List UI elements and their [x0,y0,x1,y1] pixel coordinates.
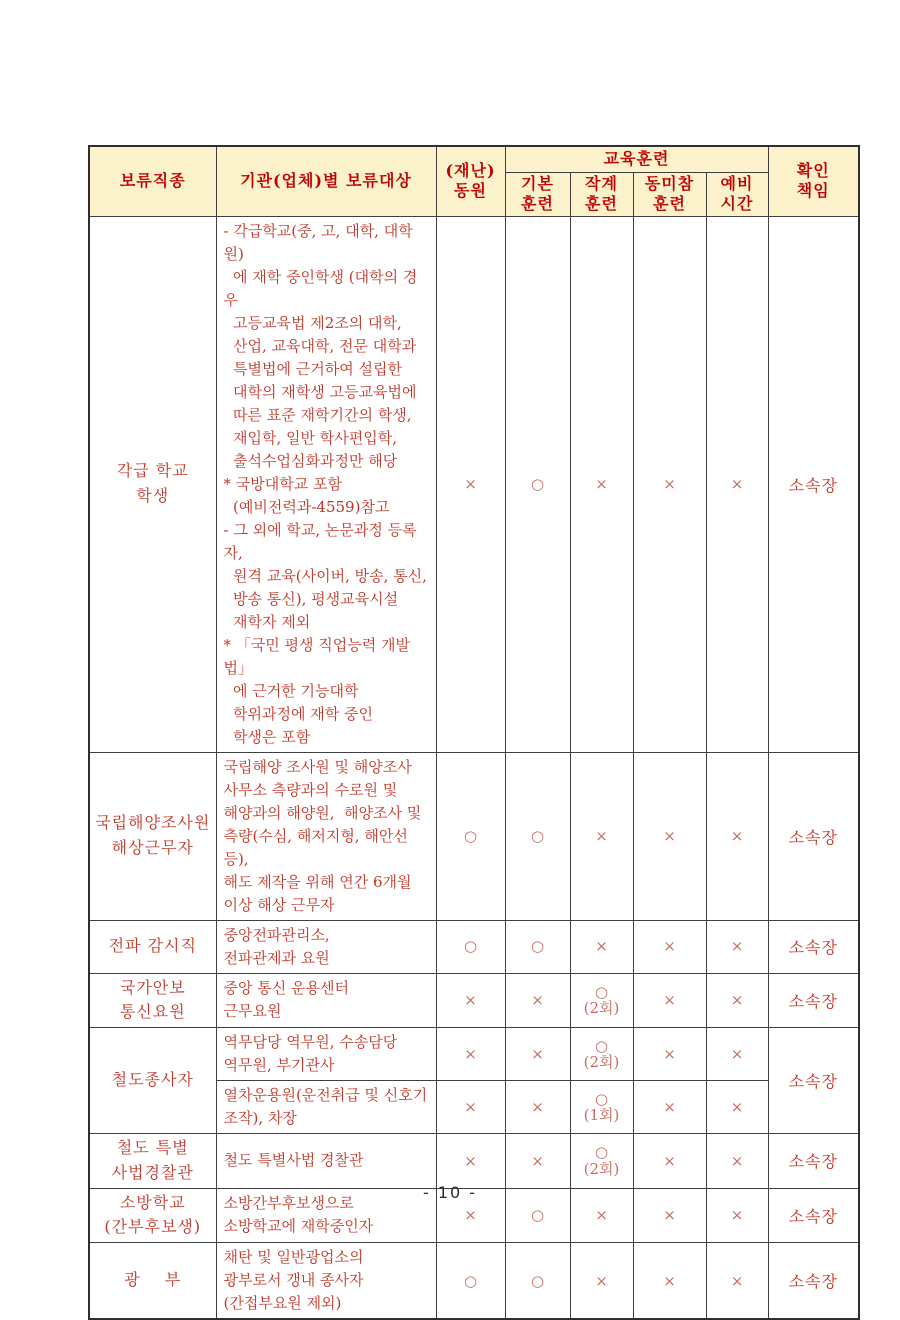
occupation-cell: 소방학교 (간부후보생) [89,1188,216,1243]
basic-training-mark: ○ [505,920,570,973]
reserve-time-mark: × [706,216,768,752]
mobilization-mark: ○ [436,1243,505,1320]
table-row [89,216,859,752]
target-cell: - 각급학교(중, 고, 대학, 대학원) 에 재학 중인학생 (대학의 경우 고등교육법 제2조의 대학, 산업, 교육대학, 전문 대학과 특별법에 근거하여 설립한 대학의 재학생 고등교육법에 따른 표준 재학기간의 학생, 재입학, 일반 학사편입학, 출석수업심화과정만 해당 * 국방대학교 포함 (예비전력과-4559)참고 - 그 외에 학교, 논문과정 등록자, 원격 교육(사이버, 방송, 통신, 방송 통신), 평생교육시설 재학자 제외 * 「국민 평생 직업능력 개발법」 에 근거한 기능대학 학위과정에 재학 중인 학생은 포함 [216,216,436,752]
dongmicham-mark: × [633,752,706,920]
occupation-cell: 철도종사자 [89,1028,216,1134]
dongmicham-mark: × [633,1028,706,1081]
operation-plan-mark: × [570,920,633,973]
dongmicham-mark: × [633,1188,706,1243]
basic-training-mark: × [505,1028,570,1081]
mobilization-mark: × [436,1081,505,1134]
confirm-cell: 소속장 [768,752,859,920]
target-cell: 열차운용원(운전취급 및 신호기 조작), 차장 [216,1081,436,1134]
basic-training-mark: × [505,1134,570,1189]
basic-training-mark: × [505,973,570,1028]
table-row [89,752,859,920]
header-dongmicham-training: 동미참 훈련 [633,172,706,216]
target-cell: 소방간부후보생으로 소방학교에 재학중인자 [216,1188,436,1243]
reserve-time-mark: × [706,752,768,920]
confirm-cell: 소속장 [768,216,859,752]
table-row [89,1243,859,1320]
table-row [89,920,859,973]
basic-training-mark: ○ [505,1188,570,1243]
target-cell: 철도 특별사법 경찰관 [216,1134,436,1189]
operation-plan-mark: ○ (2회) [570,1134,633,1189]
basic-training-mark: ○ [505,752,570,920]
mobilization-mark: × [436,1028,505,1081]
table-body [89,216,859,1319]
target-cell: 역무담당 역무원, 수송담당 역무원, 부기관사 [216,1028,436,1081]
confirm-cell: 소속장 [768,1243,859,1320]
operation-plan-mark: × [570,1188,633,1243]
dongmicham-mark: × [633,920,706,973]
basic-training-mark: ○ [505,1243,570,1320]
occupation-cell: 국가안보 통신요원 [89,973,216,1028]
dongmicham-mark: × [633,1134,706,1189]
confirm-cell: 소속장 [768,1028,859,1134]
confirm-cell: 소속장 [768,973,859,1028]
confirm-cell: 소속장 [768,920,859,973]
target-cell: 중앙전파관리소, 전파관제과 요원 [216,920,436,973]
table-row [89,1028,859,1081]
operation-plan-mark: ○ (1회) [570,1081,633,1134]
confirm-cell: 소속장 [768,1134,859,1189]
operation-plan-mark: ○ (2회) [570,1028,633,1081]
mobilization-mark: × [436,973,505,1028]
reserve-time-mark: × [706,1243,768,1320]
occupation-cell: 광 부 [89,1243,216,1320]
reserve-time-mark: × [706,920,768,973]
reserve-time-mark: × [706,1081,768,1134]
header-mobilization: (재난) 동원 [436,146,505,216]
target-cell: 채탄 및 일반광업소의 광부로서 갱내 종사자 (간접부요원 제외) [216,1243,436,1320]
target-cell: 중앙 통신 운용센터 근무요원 [216,973,436,1028]
operation-plan-mark: × [570,752,633,920]
header-reserve-time: 예비 시간 [706,172,768,216]
dongmicham-mark: × [633,1081,706,1134]
mobilization-mark: × [436,1188,505,1243]
deferral-occupation-table [88,145,860,1320]
basic-training-mark: ○ [505,216,570,752]
operation-plan-mark: × [570,216,633,752]
page-number: - 10 - [422,1183,478,1202]
reserve-time-mark: × [706,1188,768,1243]
header-operation-plan-training: 작계 훈련 [570,172,633,216]
table-row [89,973,859,1028]
mobilization-mark: × [436,1134,505,1189]
target-cell: 국립해양 조사원 및 해양조사 사무소 측량과의 수로원 및 해양과의 해양원, 해양조사 및 측량(수심, 해저지형, 해안선 등), 해도 제작을 위해 연간 6개월 이상 해상 근무자 [216,752,436,920]
operation-plan-mark: ○ (2회) [570,973,633,1028]
operation-plan-mark: × [570,1243,633,1320]
dongmicham-mark: × [633,1243,706,1320]
dongmicham-mark: × [633,973,706,1028]
mobilization-mark: ○ [436,920,505,973]
reserve-time-mark: × [706,1028,768,1081]
header-basic-training: 기본 훈련 [505,172,570,216]
dongmicham-mark: × [633,216,706,752]
mobilization-mark: × [436,216,505,752]
header-training-group: 교육훈련 [505,146,768,172]
mobilization-mark: ○ [436,752,505,920]
basic-training-mark: × [505,1081,570,1134]
reserve-time-mark: × [706,973,768,1028]
occupation-cell: 철도 특별 사법경찰관 [89,1134,216,1189]
occupation-cell: 전파 감시직 [89,920,216,973]
reserve-time-mark: × [706,1134,768,1189]
table-row [89,1134,859,1189]
header-confirm: 확인 책임 [768,146,859,216]
header-occupation: 보류직종 [89,146,216,216]
occupation-cell: 국립해양조사원 해상근무자 [89,752,216,920]
header-target: 기관(업체)별 보류대상 [216,146,436,216]
occupation-cell: 각급 학교 학생 [89,216,216,752]
table-header [89,146,859,216]
confirm-cell: 소속장 [768,1188,859,1243]
